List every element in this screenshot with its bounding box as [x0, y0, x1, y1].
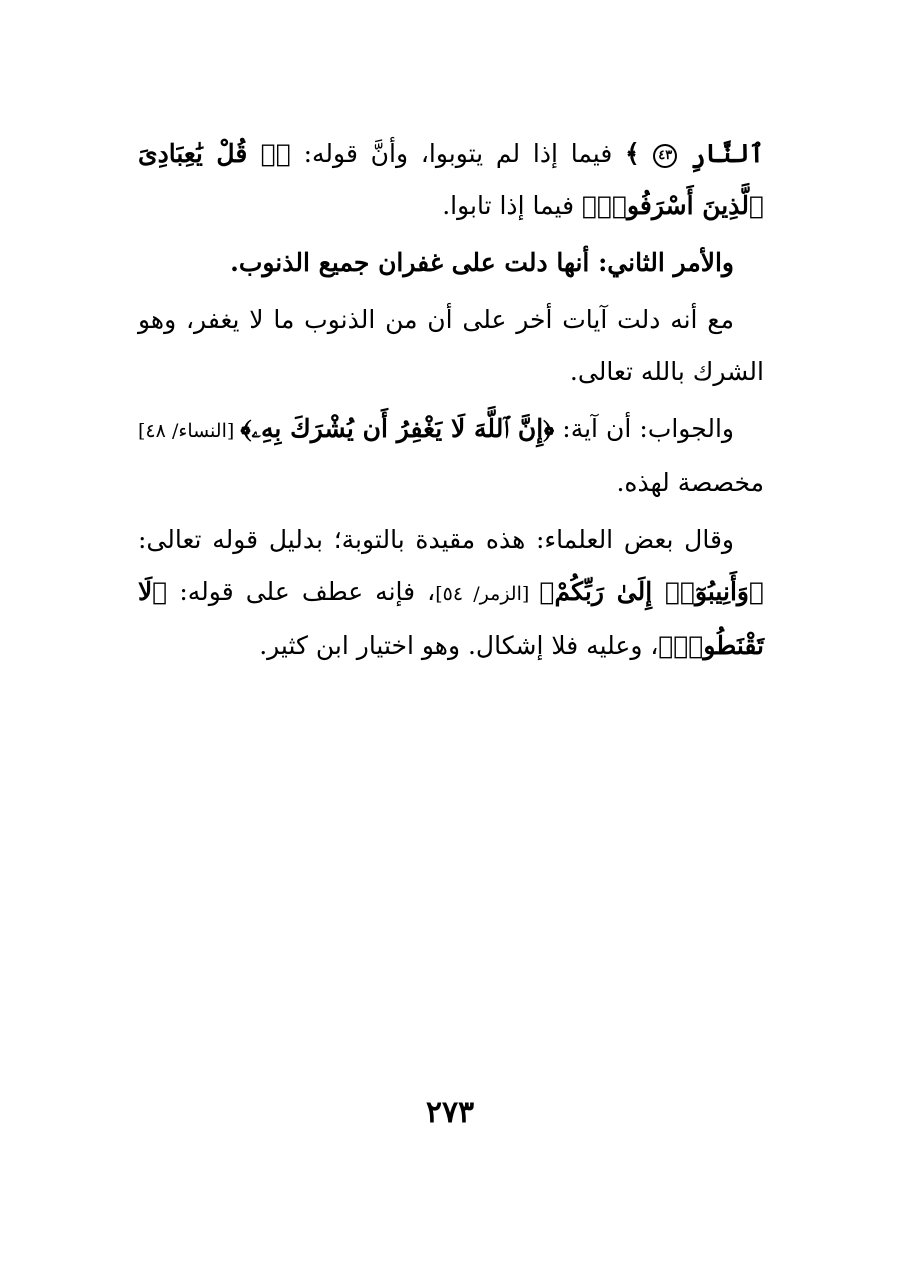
verse-text: إِنَّ ٱللَّهَ لَا يَغْفِرُ أَن يُشْرَكَ بِهِۦ	[251, 414, 544, 443]
body-text: مع أنه دلت آيات أخر على أن من الذنوب ما لا يغفر، وهو الشرك بالله تعالى.	[138, 305, 764, 386]
verse-text: وَأَنِيبُوٓا۟ إِلَىٰ رَبِّكُمْ	[554, 577, 749, 606]
verse-text: ٱلنَّارِ	[690, 139, 764, 168]
quran-verse-fragment	[625, 139, 764, 168]
quran-verse-quote	[539, 577, 764, 606]
verse-text: ۞ قُلْ يَٰعِبَادِىَ ٱلَّذِينَ أَسْرَفُوا۟	[138, 139, 764, 220]
paragraph-3	[138, 294, 764, 398]
paragraph-2	[138, 237, 764, 289]
body-text: والجواب: أن آية:	[554, 414, 734, 443]
body-text: فيما إذا لم يتوبوا، وأنَّ قوله:	[290, 139, 626, 168]
verse-open-bracket: ﴿	[152, 577, 168, 606]
body-text: فيما إذا تابوا.	[442, 191, 582, 220]
verse-close-bracket: ﴾	[581, 191, 597, 220]
page-body	[138, 128, 764, 677]
point-label: والأمر الثاني:	[598, 248, 734, 277]
body-text: أنها دلت على غفران جميع الذنوب.	[230, 248, 599, 277]
paragraph-1	[138, 128, 764, 232]
body-text: ، وعليه فلا إشكال. وهو اختيار ابن كثير.	[259, 631, 659, 660]
body-text: ، فإنه عطف على قوله:	[167, 577, 436, 606]
verse-open-bracket: ﴿	[543, 414, 555, 443]
verse-close-bracket: ﴾	[625, 139, 640, 168]
paragraph-4	[138, 403, 764, 509]
verse-reference: [النساء/ ٤٨]	[138, 420, 241, 442]
verse-open-bracket: ﴿	[275, 139, 291, 168]
body-text: مخصصة لهذه.	[616, 468, 764, 497]
verse-close-bracket: ﴾	[539, 577, 555, 606]
verse-text: لَا تَقْنَطُوا۟	[138, 577, 764, 660]
body-text: وقال بعض العلماء: هذه مقيدة بالتوبة؛ بدليل قوله تعالى:	[138, 525, 734, 554]
verse-close-bracket: ﴾	[240, 414, 252, 443]
verse-open-bracket: ﴿	[748, 577, 764, 606]
page-number: ٢٧٣	[425, 1095, 475, 1130]
verse-number-marker: ٤٣	[653, 144, 677, 168]
verse-close-bracket: ﴾	[658, 631, 674, 660]
paragraph-5	[138, 514, 764, 672]
quran-verse-quote	[240, 414, 554, 443]
verse-reference: [الزمر/ ٥٤]	[435, 583, 540, 605]
